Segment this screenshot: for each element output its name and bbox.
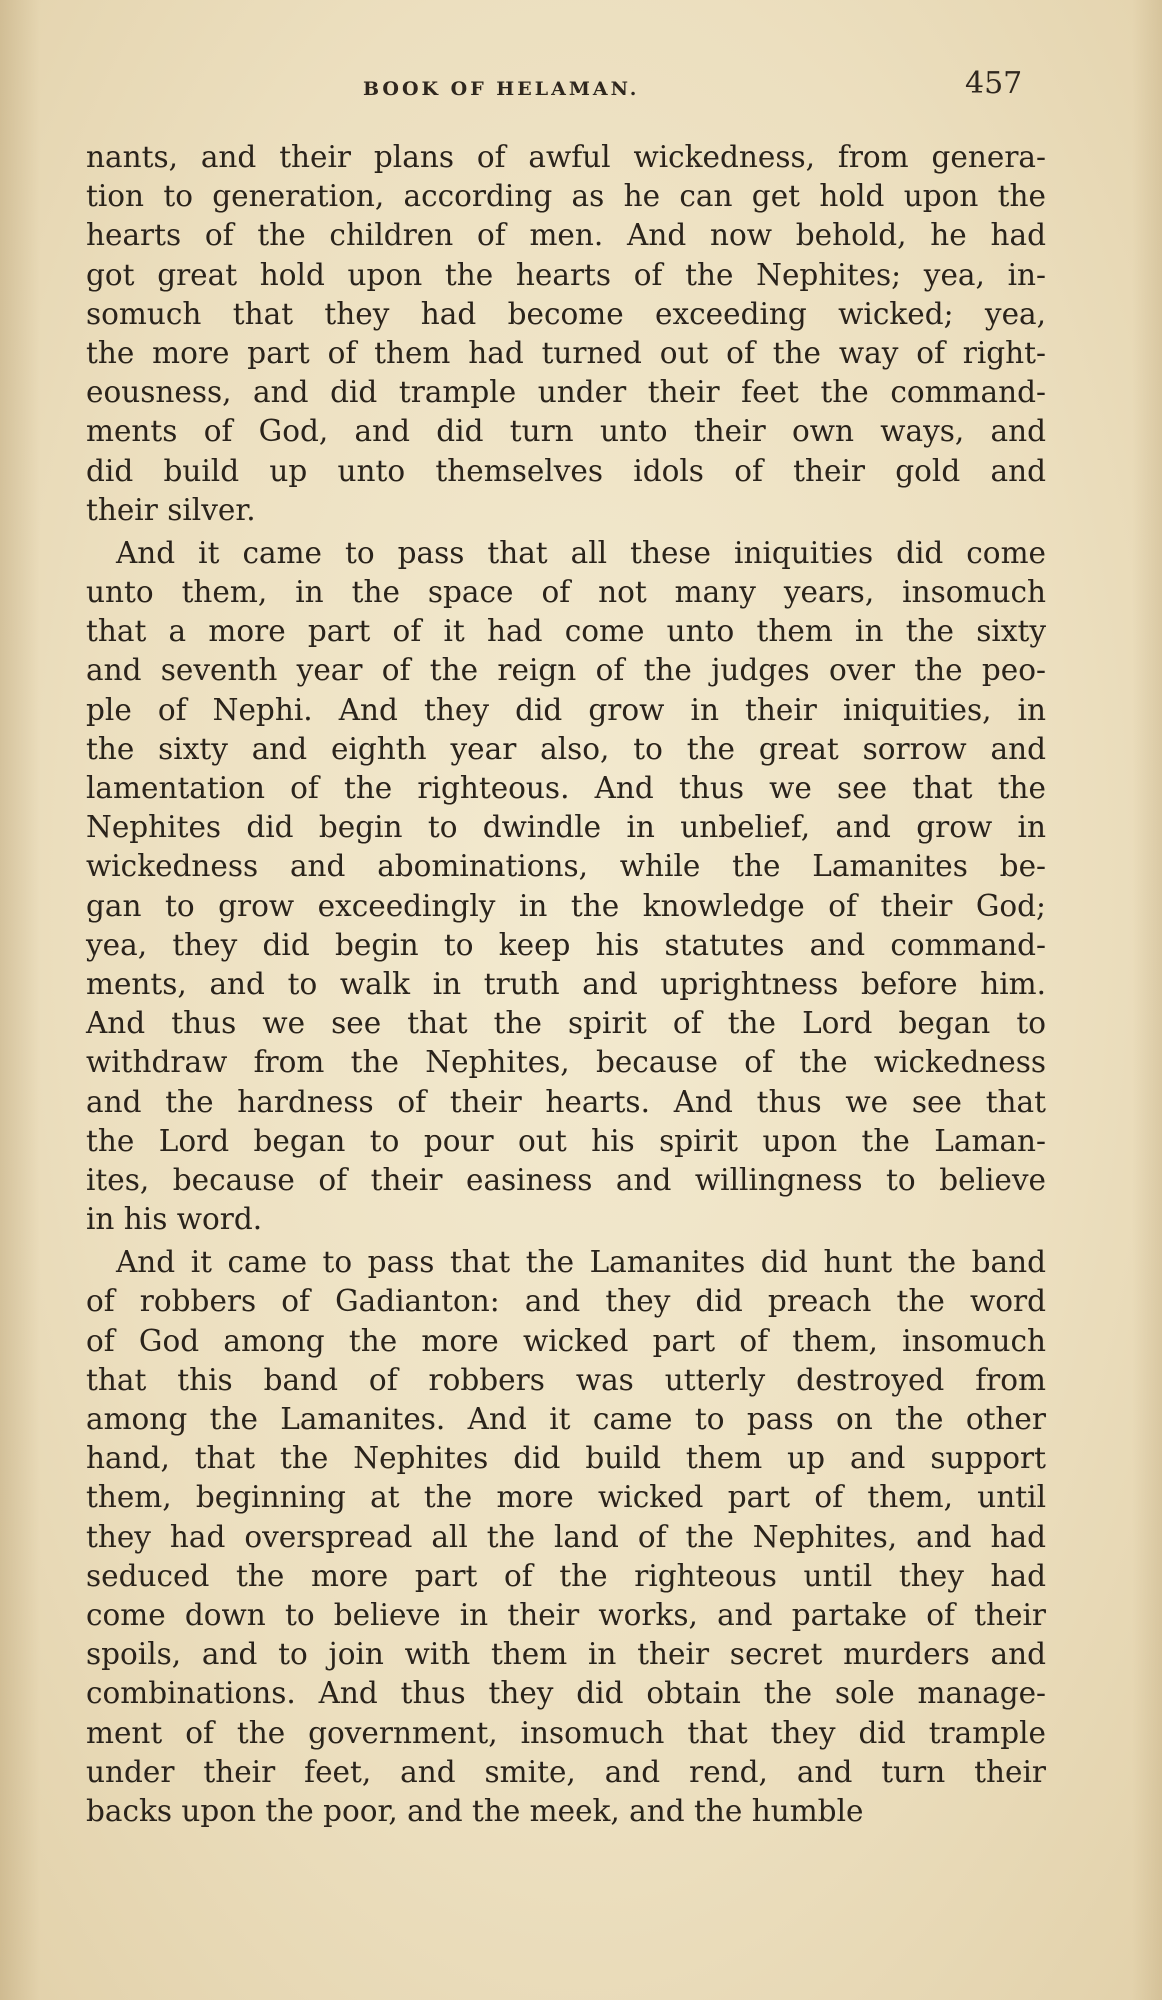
text-line: combinations. And thus they did obtain the sole manage-	[86, 1676, 1046, 1711]
text-line: somuch that they had become exceeding wicked; yea,	[86, 296, 1046, 331]
text-line: that this band of robbers was utterly destroyed from	[86, 1362, 1046, 1397]
text-line: among the Lamanites. And it came to pass on the other	[86, 1402, 1046, 1436]
text-line: withdraw from the Nephites, because of the wickedness	[86, 1045, 1046, 1080]
text-line: wickedness and abominations, while the Lamanites be-	[86, 849, 1046, 884]
text-line: got great hold upon the hearts of the Nephites; yea, in-	[86, 257, 1046, 292]
text-line: backs upon the poor, and the meek, and the humble	[86, 1793, 864, 1828]
text-line: spoils, and to join with them in their secret murders and	[86, 1637, 1046, 1672]
text-line: ments, and to walk in truth and uprightness before him.	[86, 966, 1046, 1001]
text-line: gan to grow exceedingly in the knowledge of their God;	[86, 888, 1046, 923]
text-line: them, beginning at the more wicked part of them, until	[86, 1480, 1046, 1515]
page-number: 457	[965, 66, 1023, 101]
text-line: yea, they did begin to keep his statutes and command-	[86, 927, 1046, 962]
paragraph	[86, 1243, 1046, 1831]
body-text	[86, 138, 1046, 1831]
text-line: hand, that the Nephites did build them up and support	[86, 1441, 1046, 1476]
text-line: their silver.	[86, 492, 256, 527]
text-line: of robbers of Gadianton: and they did preach the word	[86, 1284, 1046, 1319]
running-head: BOOK OF HELAMAN.	[363, 78, 640, 100]
text-line: And it came to pass that all these iniquities did come	[116, 535, 1046, 570]
text-line: nants, and their plans of awful wickedness, from genera-	[86, 140, 1046, 174]
text-line: eousness, and did trample under their feet the command-	[86, 375, 1046, 410]
text-line: lamentation of the righteous. And thus we see that the	[86, 771, 1046, 805]
text-line: did build up unto themselves idols of their gold and	[86, 453, 1046, 488]
text-line: in his word.	[86, 1202, 263, 1237]
text-line: under their feet, and smite, and rend, and turn their	[86, 1754, 1046, 1789]
text-line: come down to believe in their works, and partake of their	[86, 1597, 1046, 1632]
text-line: hearts of the children of men. And now behold, he had	[86, 218, 1046, 253]
text-line: And thus we see that the spirit of the Lord began to	[86, 1006, 1046, 1041]
text-line: the Lord began to pour out his spirit upon the Laman-	[86, 1123, 1046, 1158]
text-line: And it came to pass that the Lamanites did hunt the band	[116, 1245, 1046, 1280]
text-line: seduced the more part of the righteous until they had	[86, 1558, 1046, 1593]
paragraph	[86, 138, 1046, 530]
text-line: they had overspread all the land of the Nephites, and had	[86, 1519, 1046, 1554]
text-line: of God among the more wicked part of them, insomuch	[86, 1323, 1046, 1358]
text-line: unto them, in the space of not many years, insomuch	[86, 575, 1046, 610]
text-line: that a more part of it had come unto them in the sixty	[86, 614, 1046, 649]
text-line: the sixty and eighth year also, to the great sorrow and	[86, 731, 1046, 766]
text-line: ites, because of their easiness and willingness to believe	[86, 1162, 1046, 1197]
text-line: the more part of them had turned out of the way of right-	[86, 335, 1046, 370]
text-line: ment of the government, insomuch that they did trample	[86, 1715, 1046, 1750]
text-line: and seventh year of the reign of the judges over the peo-	[86, 653, 1046, 688]
text-line: Nephites did begin to dwindle in unbelief, and grow in	[86, 810, 1046, 845]
paragraph	[86, 534, 1046, 1239]
text-line: tion to generation, according as he can get hold upon the	[86, 179, 1046, 214]
text-line: and the hardness of their hearts. And thus we see that	[86, 1084, 1046, 1119]
text-line: ple of Nephi. And they did grow in their iniquities, in	[86, 692, 1046, 727]
text-line: ments of God, and did turn unto their own ways, and	[86, 414, 1046, 449]
